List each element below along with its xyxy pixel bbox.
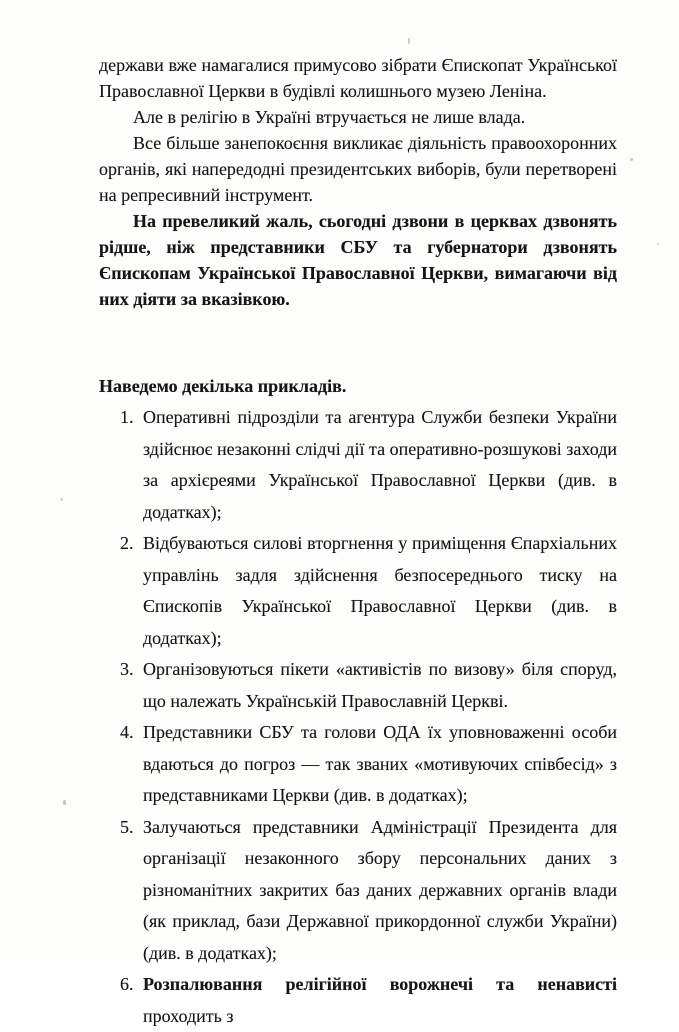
- list-item-text: Представники СБУ та голови ОДА їх уповноваженні особи вдаються до погроз — так званих «мотивуючих співбесід» з представниками Церкви (див. в додатках);: [143, 722, 617, 805]
- list-item-text: Організовуються пікети «активістів по визову» біля споруд, що належать Українській Православній Церкві.: [143, 659, 617, 711]
- paragraph-religion: Але в релігію в Україні втручається не лише влада.: [133, 107, 526, 127]
- list-item: [99, 969, 617, 1032]
- list-item-bold-lead: Розпалювання релігійної ворожнечі та ненависті: [143, 974, 617, 994]
- list-item-text: Залучаються представники Адміністрації Президента для організації незаконного збору персональних даних з різноманітних закритих баз даних державних органів влади (як приклад, бази Державної прикордонної служби України) (див. в додатках);: [143, 816, 617, 963]
- list-item-number: 2.: [120, 533, 134, 553]
- scan-speck: [60, 498, 63, 501]
- examples-list: [99, 402, 617, 1032]
- scan-speck: [630, 158, 633, 161]
- list-item: [99, 717, 617, 812]
- list-item-text: [143, 974, 617, 1026]
- list-item-number: 5.: [120, 816, 134, 837]
- list-item-number: 3.: [120, 659, 134, 679]
- list-item-number: 4.: [120, 722, 134, 742]
- scan-speck: [657, 243, 659, 245]
- list-item-number: 1.: [120, 407, 134, 427]
- paragraph-law-enforcement: Все більше занепокоєння викликає діяльність правоохоронних органів, які напередодні президентських виборів, були перетворені на репресивний інструмент.: [99, 133, 617, 205]
- list-item-rest: проходить з: [143, 1005, 234, 1026]
- paragraph-bells-bold: На превеликий жаль, сьогодні дзвони в церквах дзвонять рідше, ніж представники СБУ та губернатори дзвонять Єпископам Української Православної Церкви, вимагаючи від них діяти за вказівкою.: [99, 211, 617, 309]
- list-item-text: Оперативні підрозділи та агентура Служби безпеки України здійснює незаконні слідчі дії та оперативно-розшукові заходи за архієреями Української Православної Церкви (див. в додатках);: [143, 407, 617, 522]
- examples-heading: Наведемо декілька прикладів.: [99, 376, 347, 396]
- list-item: [99, 654, 617, 717]
- list-item-number: 6.: [120, 974, 134, 994]
- scan-speck: [408, 38, 410, 44]
- paragraph-continuation: держави вже намагалися примусово зібрати Єпископат Української Православної Церкви в будівлі колишнього музею Леніна.: [99, 55, 617, 101]
- scan-speck: [63, 800, 66, 805]
- list-item-text: Відбуваються силові вторгнення у приміщення Єпархіальних управлінь задля здійснення безпосереднього тиску на Єпископів Української Православної Церкви (див. в додатках);: [143, 533, 617, 648]
- list-item: [99, 812, 617, 970]
- list-item: [99, 402, 617, 528]
- document-body: [99, 52, 617, 1032]
- list-item: [99, 528, 617, 654]
